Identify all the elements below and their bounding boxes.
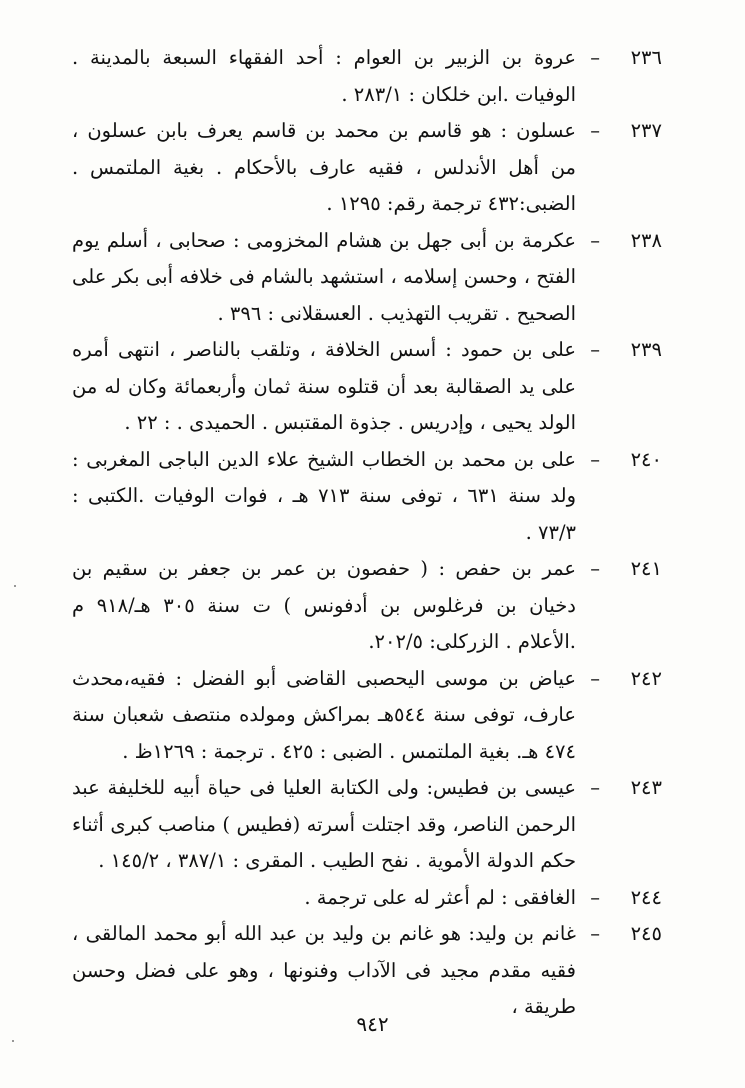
biography-entry [72,332,662,442]
page-number: ٩٤٢ [356,1012,389,1036]
biography-entry [72,880,662,917]
entry-dash: – [590,885,600,909]
entry-text: عيسى بن فطيس: ولى الكتابة العليا فى حياة أبيه للخليفة عبد الرحمن الناصر، وقد اجتلت أسرته (فطيس ) مناصب كبرى أثناء حكم الدولة الأموية . نفح الطيب . المقرى : ٣٨٧/١ ، ١٤٥/٢ . [72,776,576,872]
entry-text: غانم بن وليد: هو غانم بن وليد بن عبد الله أبو محمد المالقى ، فقيه مقدم مجيد فى الآداب وفنونها ، وهو على فضل وحسن طريقة ، [72,922,576,1018]
biography-entry [72,40,662,113]
biography-entry [72,442,662,552]
entry-dash: – [590,338,600,361]
entry-text: الغافقى : لم أعثر له على ترجمة . [304,885,576,909]
entry-number: ٢٤٤ [630,885,662,909]
biography-entry [72,770,662,880]
entry-number: ٢٤٠ [630,447,662,471]
biography-entry [72,551,662,661]
entry-number: ٢٣٨ [630,228,662,252]
biography-entry [72,916,662,1026]
biography-entry [72,223,662,333]
entry-text: عياض بن موسى اليحصبى القاضى أبو الفضل : فقيه،محدث عارف، توفى سنة ٥٤٤هـ بمراكش ومولده منتصف شعبان سنة ٤٧٤ هـ. بغية الملتمس . الضبى : ٤٢٥ . ترجمة : ١٢٦٩ظ . [72,666,576,763]
entry-text: على بن حمود : أسس الخلافة ، وتلقب بالناصر ، انتهى أمره على يد الصقالبة بعد أن قتلوه سنة ثمان وأربعمائة وكان له من الولد يحيى ، وإدريس . جذوة المقتبس . الحميدى . : ٢٢ . [72,338,576,434]
entry-dash: – [590,228,600,252]
entry-number: ٢٤٣ [630,776,662,799]
biography-entries-list [72,40,662,1026]
entry-dash: – [590,666,600,690]
entry-dash: – [590,557,600,580]
entry-number: ٢٤٢ [630,666,662,690]
entry-dash: – [590,46,600,69]
entry-dash: – [590,119,600,142]
scan-speck [14,585,16,587]
entry-number: ٢٣٦ [630,46,662,69]
entry-dash: – [590,776,600,799]
entry-dash: – [590,922,600,945]
entry-number: ٢٣٩ [630,338,662,361]
entry-dash: – [590,447,600,471]
entry-number: ٢٣٧ [630,119,662,142]
biography-entry [72,113,662,223]
entry-text: عمر بن حفص : ( حفصون بن عمر بن جعفر بن سقيم بن دخيان بن فرغلوس بن أدفونس ) ت سنة ٣٠٥ هـ/٩١٨ م .الأعلام . الزركلى: ٢٠٢/٥. [72,557,576,653]
entry-text: على بن محمد بن الخطاب الشيخ علاء الدين الباجى المغربى : ولد سنة ٦٣١ ، توفى سنة ٧١٣ هـ ، فوات الوفيات .الكتبى : ٧٣/٣ . [72,447,577,544]
entry-number: ٢٤٥ [630,922,662,945]
scan-speck [12,1040,14,1042]
entry-text: عكرمة بن أبى جهل بن هشام المخزومى : صحابى ، أسلم يوم الفتح ، وحسن إسلامه ، استشهد بالشام فى خلافه أبى بكر على الصحيح . تقريب التهذيب . العسقلانى : ٣٩٦ . [72,228,576,325]
entry-text: عروة بن الزبير بن العوام : أحد الفقهاء السبعة بالمدينة . الوفيات .ابن خلكان : ٢٨٣/١ . [72,46,576,106]
biography-entry [72,661,662,771]
entry-text: عسلون : هو قاسم بن محمد بن قاسم يعرف بابن عسلون ، من أهل الأندلس ، فقيه عارف بالأحكام . بغية الملتمس . الضبى:٤٣٢ ترجمة رقم: ١٢٩٥ . [72,119,576,215]
entry-number: ٢٤١ [630,557,662,580]
